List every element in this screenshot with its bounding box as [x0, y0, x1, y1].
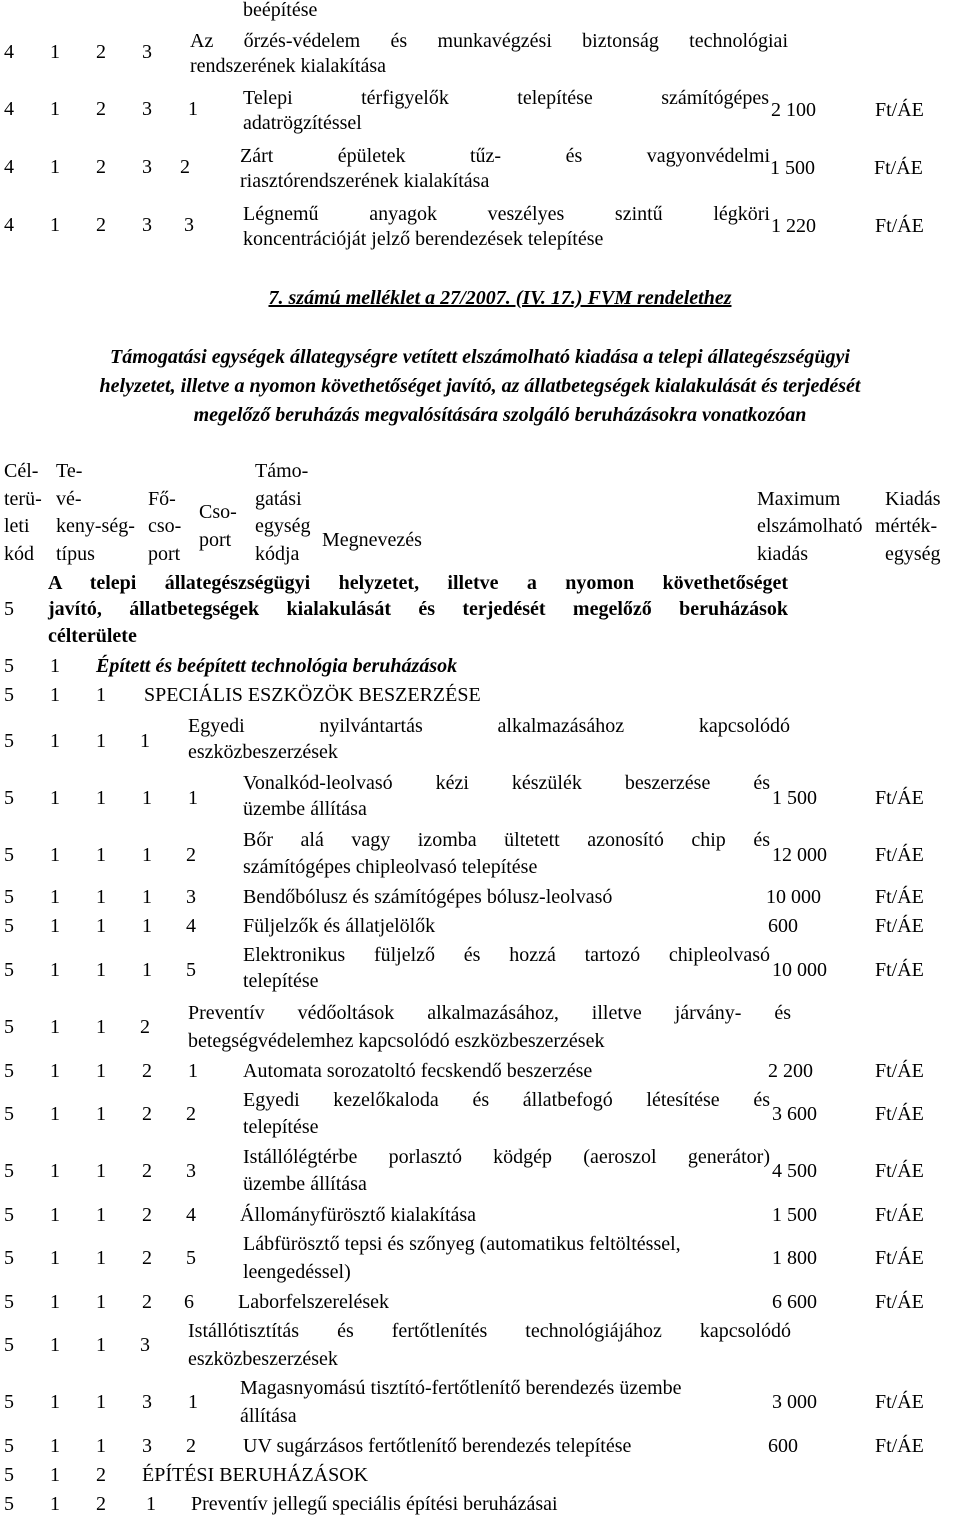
- row-text-line2: adatrögzítéssel: [243, 112, 362, 134]
- code-digit: 5: [186, 959, 196, 981]
- code-digit: 1: [96, 730, 106, 752]
- header-col-name: Megnevezés: [322, 529, 422, 551]
- code-digit: 1: [96, 1204, 106, 1226]
- code-digit: 5: [4, 684, 14, 706]
- row-text: ÉPÍTÉSI BERUHÁZÁSOK: [142, 1464, 369, 1486]
- annex-subtitle-line: megelőző beruházás megvalósítására szolgáló beruházásokra vonatkozóan: [193, 404, 807, 426]
- code-digit: 5: [4, 655, 14, 677]
- max-amount: 10 000: [772, 959, 827, 981]
- row-text: Laborfelszerelések: [238, 1291, 390, 1313]
- code-digit: 1: [96, 844, 106, 866]
- max-amount: 1 220: [771, 215, 816, 237]
- code-digit: 2: [142, 1291, 152, 1313]
- header-text: egység: [885, 543, 941, 565]
- code-digit: 5: [4, 1334, 14, 1356]
- code-digit: 4: [186, 1204, 196, 1226]
- max-amount: 1 500: [772, 1204, 817, 1226]
- header-text: Kiadás: [885, 488, 941, 510]
- header-text: port: [148, 543, 181, 565]
- code-digit: 1: [142, 959, 152, 981]
- unit: Ft/ÁE: [875, 959, 924, 981]
- code-digit: 3: [142, 98, 152, 120]
- code-digit: 1: [96, 787, 106, 809]
- row-text-line2: eszközbeszerzések: [188, 1348, 338, 1370]
- max-amount: 1 500: [772, 787, 817, 809]
- max-amount: 1 800: [772, 1247, 817, 1269]
- unit: Ft/ÁE: [874, 157, 923, 179]
- unit: Ft/ÁE: [875, 1103, 924, 1125]
- code-digit: 2: [180, 156, 190, 178]
- row-text: UV sugárzásos fertőtlenítő berendezés telepítése: [243, 1435, 632, 1457]
- row-text-line1: Telepi térfigyelők telepítése számítógépes: [243, 87, 769, 109]
- row-text-line2: riasztórendszerének kialakítása: [240, 170, 490, 192]
- row-text-line1: Istállótisztítás és fertőtlenítés technológiájához kapcsolódó: [188, 1320, 791, 1342]
- header-text: vé-: [56, 488, 82, 510]
- code-digit: 1: [96, 1103, 106, 1125]
- max-amount: 3 600: [772, 1103, 817, 1125]
- section-heading-line: célterülete: [48, 625, 137, 647]
- header-text: kódja: [255, 543, 300, 565]
- code-digit: 1: [96, 1391, 106, 1413]
- header-text: Támo-: [255, 460, 309, 482]
- code-digit: 1: [96, 1334, 106, 1356]
- unit: Ft/ÁE: [875, 1247, 924, 1269]
- unit: Ft/ÁE: [875, 1291, 924, 1313]
- code-digit: 1: [142, 886, 152, 908]
- code-digit: 1: [50, 1247, 60, 1269]
- max-amount: 2 100: [771, 99, 816, 121]
- code-digit: 1: [96, 1247, 106, 1269]
- unit: Ft/ÁE: [875, 1435, 924, 1457]
- code-digit: 5: [4, 1493, 14, 1515]
- code-digit: 1: [50, 959, 60, 981]
- code-digit: 1: [50, 1204, 60, 1226]
- code-digit: 5: [4, 1435, 14, 1457]
- code-digit: 4: [4, 156, 14, 178]
- code-digit: 1: [140, 730, 150, 752]
- code-digit: 5: [4, 730, 14, 752]
- code-digit: 1: [50, 98, 60, 120]
- code-digit: 1: [142, 915, 152, 937]
- code-digit: 5: [4, 1103, 14, 1125]
- code-digit: 5: [4, 915, 14, 937]
- code-digit: 1: [188, 1060, 198, 1082]
- code-digit: 5: [186, 1247, 196, 1269]
- header-text: keny-ség-: [56, 515, 135, 537]
- row-text-line2: számítógépes chipleolvasó telepítése: [243, 856, 538, 878]
- code-digit: 2: [96, 214, 106, 236]
- code-digit: 1: [50, 730, 60, 752]
- code-digit: 1: [50, 1391, 60, 1413]
- code-digit: 1: [96, 1435, 106, 1457]
- header-text: Te-: [56, 460, 83, 482]
- code-digit: 2: [142, 1160, 152, 1182]
- header-text: kiadás: [757, 543, 809, 565]
- code-digit: 1: [96, 1016, 106, 1038]
- max-amount: 600: [768, 915, 798, 937]
- unit: Ft/ÁE: [875, 844, 924, 866]
- code-digit: 2: [96, 41, 106, 63]
- code-digit: 3: [186, 1160, 196, 1182]
- row-text-line1: Egyedi kezelőkaloda és állatbefogó létesítése és: [243, 1089, 770, 1111]
- code-digit: 2: [96, 98, 106, 120]
- code-digit: 3: [142, 156, 152, 178]
- code-digit: 1: [50, 156, 60, 178]
- row-text: Preventív jellegű speciális építési beruházásai: [191, 1493, 558, 1515]
- code-digit: 1: [50, 1060, 60, 1082]
- code-digit: 1: [96, 959, 106, 981]
- row-text-line2: eszközbeszerzések: [188, 741, 338, 763]
- code-digit: 2: [96, 1464, 106, 1486]
- code-digit: 1: [142, 787, 152, 809]
- code-digit: 1: [188, 787, 198, 809]
- code-digit: 5: [4, 1247, 14, 1269]
- code-digit: 1: [96, 1060, 106, 1082]
- code-digit: 1: [50, 655, 60, 677]
- code-digit: 1: [50, 1103, 60, 1125]
- row-text: Épített és beépített technológia beruházások: [96, 655, 458, 677]
- code-digit: 2: [96, 1493, 106, 1515]
- code-digit: 1: [188, 1391, 198, 1413]
- section-heading-line: A telepi állategészségügyi helyzetet, illetve a nyomon követhetőséget: [48, 572, 788, 594]
- code-digit: 3: [142, 1435, 152, 1457]
- code-digit: 5: [4, 886, 14, 908]
- header-text: Fő-: [148, 488, 176, 510]
- code-digit: 5: [4, 1204, 14, 1226]
- code-digit: 1: [50, 684, 60, 706]
- unit: Ft/ÁE: [875, 1160, 924, 1182]
- code-digit: 5: [4, 598, 14, 620]
- unit: Ft/ÁE: [875, 1060, 924, 1082]
- max-amount: 600: [768, 1435, 798, 1457]
- row-text-line2: telepítése: [243, 970, 319, 992]
- code-digit: 1: [96, 1160, 106, 1182]
- code-digit: 3: [142, 41, 152, 63]
- code-digit: 5: [4, 844, 14, 866]
- code-digit: 1: [96, 915, 106, 937]
- code-digit: 3: [140, 1334, 150, 1356]
- max-amount: 12 000: [772, 844, 827, 866]
- unit: Ft/ÁE: [875, 1204, 924, 1226]
- continuation-text: beépítése: [243, 0, 318, 21]
- row-text-line1: Zárt épületek tűz- és vagyonvédelmi: [240, 145, 770, 167]
- row-text-line1: Magasnyomású tisztító-fertőtlenítő berendezés üzembe: [240, 1377, 682, 1399]
- header-text: típus: [56, 543, 95, 565]
- code-digit: 6: [184, 1291, 194, 1313]
- unit: Ft/ÁE: [875, 886, 924, 908]
- header-text: Maximum: [757, 488, 841, 510]
- header-text: leti: [4, 515, 30, 537]
- header-text: Cso-: [199, 501, 237, 523]
- code-digit: 2: [96, 156, 106, 178]
- code-digit: 1: [146, 1493, 156, 1515]
- code-digit: 3: [142, 1391, 152, 1413]
- code-digit: 2: [140, 1016, 150, 1038]
- row-text-line1: Elektronikus füljelző és hozzá tartozó chipleolvasó: [243, 944, 770, 966]
- code-digit: 1: [188, 98, 198, 120]
- code-digit: 1: [50, 787, 60, 809]
- code-digit: 1: [96, 886, 106, 908]
- row-text-line2: koncentrációját jelző berendezések telepítése: [243, 228, 604, 250]
- code-digit: 1: [50, 1464, 60, 1486]
- unit: Ft/ÁE: [875, 215, 924, 237]
- code-digit: 1: [50, 1493, 60, 1515]
- code-digit: 4: [4, 98, 14, 120]
- row-text: SPECIÁLIS ESZKÖZÖK BESZERZÉSE: [144, 684, 481, 706]
- row-text: Bendőbólusz és számítógépes bólusz-leolvasó: [243, 886, 613, 908]
- code-digit: 1: [50, 886, 60, 908]
- row-text-line1: Lábfürösztő tepsi és szőnyeg (automatikus feltöltéssel,: [243, 1233, 681, 1255]
- code-digit: 2: [186, 1435, 196, 1457]
- code-digit: 5: [4, 1464, 14, 1486]
- code-digit: 1: [50, 1334, 60, 1356]
- max-amount: 6 600: [772, 1291, 817, 1313]
- row-text: Füljelzők és állatjelölők: [243, 915, 436, 937]
- row-text-line1: Az őrzés-védelem és munkavégzési biztonság technológiai: [190, 30, 788, 52]
- annex-title: 7. számú melléklet a 27/2007. (IV. 17.) FVM rendelethez: [268, 287, 732, 309]
- code-digit: 5: [4, 1060, 14, 1082]
- row-text-line2: leengedéssel): [243, 1261, 351, 1283]
- code-digit: 1: [96, 1291, 106, 1313]
- max-amount: 3 000: [772, 1391, 817, 1413]
- code-digit: 5: [4, 1160, 14, 1182]
- header-text: port: [199, 529, 232, 551]
- max-amount: 4 500: [772, 1160, 817, 1182]
- row-text-line2: rendszerének kialakítása: [190, 55, 387, 77]
- code-digit: 2: [142, 1247, 152, 1269]
- code-digit: 1: [50, 1435, 60, 1457]
- header-text: cso-: [148, 515, 182, 537]
- code-digit: 1: [50, 844, 60, 866]
- unit: Ft/ÁE: [875, 787, 924, 809]
- code-digit: 3: [186, 886, 196, 908]
- code-digit: 1: [50, 41, 60, 63]
- row-text-line1: Preventív védőoltások alkalmazásához, illetve járvány- és: [188, 1002, 791, 1024]
- code-digit: 2: [186, 1103, 196, 1125]
- code-digit: 4: [4, 214, 14, 236]
- unit: Ft/ÁE: [875, 915, 924, 937]
- row-text-line2: telepítése: [243, 1116, 319, 1138]
- code-digit: 2: [142, 1103, 152, 1125]
- code-digit: 2: [142, 1204, 152, 1226]
- code-digit: 1: [50, 1291, 60, 1313]
- row-text-line2: állítása: [240, 1405, 297, 1427]
- code-digit: 3: [184, 214, 194, 236]
- annex-subtitle-line: Támogatási egységek állategységre vetített elszámolható kiadása a telepi állategészségügyi: [110, 346, 850, 368]
- code-digit: 5: [4, 959, 14, 981]
- row-text: Állományfürösztő kialakítása: [240, 1204, 477, 1226]
- code-digit: 1: [142, 844, 152, 866]
- code-digit: 2: [142, 1060, 152, 1082]
- max-amount: 1 500: [770, 157, 815, 179]
- code-digit: 5: [4, 1391, 14, 1413]
- unit: Ft/ÁE: [875, 1391, 924, 1413]
- code-digit: 3: [142, 214, 152, 236]
- code-digit: 5: [4, 1016, 14, 1038]
- header-text: kód: [4, 543, 34, 565]
- code-digit: 1: [96, 684, 106, 706]
- row-text-line2: betegségvédelemhez kapcsolódó eszközbeszerzések: [188, 1030, 605, 1052]
- header-text: terü-: [4, 488, 42, 510]
- row-text-line1: Egyedi nyilvántartás alkalmazásához kapcsolódó: [188, 715, 790, 737]
- max-amount: 10 000: [766, 886, 821, 908]
- code-digit: 1: [50, 915, 60, 937]
- code-digit: 4: [4, 41, 14, 63]
- code-digit: 2: [186, 844, 196, 866]
- code-digit: 5: [4, 787, 14, 809]
- code-digit: 1: [50, 1160, 60, 1182]
- row-text-line1: Vonalkód-leolvasó kézi készülék beszerzése és: [243, 772, 770, 794]
- max-amount: 2 200: [768, 1060, 813, 1082]
- row-text: Automata sorozatoltó fecskendő beszerzése: [243, 1060, 593, 1082]
- unit: Ft/ÁE: [875, 99, 924, 121]
- annex-subtitle-line: helyzetet, illetve a nyomon követhetőséget javító, az állatbetegségek kialakulását és terjedését: [99, 375, 861, 397]
- code-digit: 5: [4, 1291, 14, 1313]
- row-text-line1: Bőr alá vagy izomba ültetett azonosító chip és: [243, 829, 770, 851]
- row-text-line2: üzembe állítása: [243, 1173, 367, 1195]
- code-digit: 1: [50, 214, 60, 236]
- row-text-line2: üzembe állítása: [243, 798, 367, 820]
- code-digit: 1: [50, 1016, 60, 1038]
- header-text: Cél-: [4, 460, 39, 482]
- row-text-line1: Istállólégtérbe porlasztó ködgép (aeroszol generátor): [243, 1146, 770, 1168]
- header-text: egység: [255, 515, 311, 537]
- header-text: elszámolható: [757, 515, 863, 537]
- header-text: gatási: [255, 488, 302, 510]
- header-text: mérték-: [875, 515, 938, 537]
- section-heading-line: javító, állatbetegségek kialakulását és terjedését megelőző beruházások: [48, 598, 788, 620]
- code-digit: 4: [186, 915, 196, 937]
- row-text-line1: Légnemű anyagok veszélyes szintű légköri: [243, 203, 770, 225]
